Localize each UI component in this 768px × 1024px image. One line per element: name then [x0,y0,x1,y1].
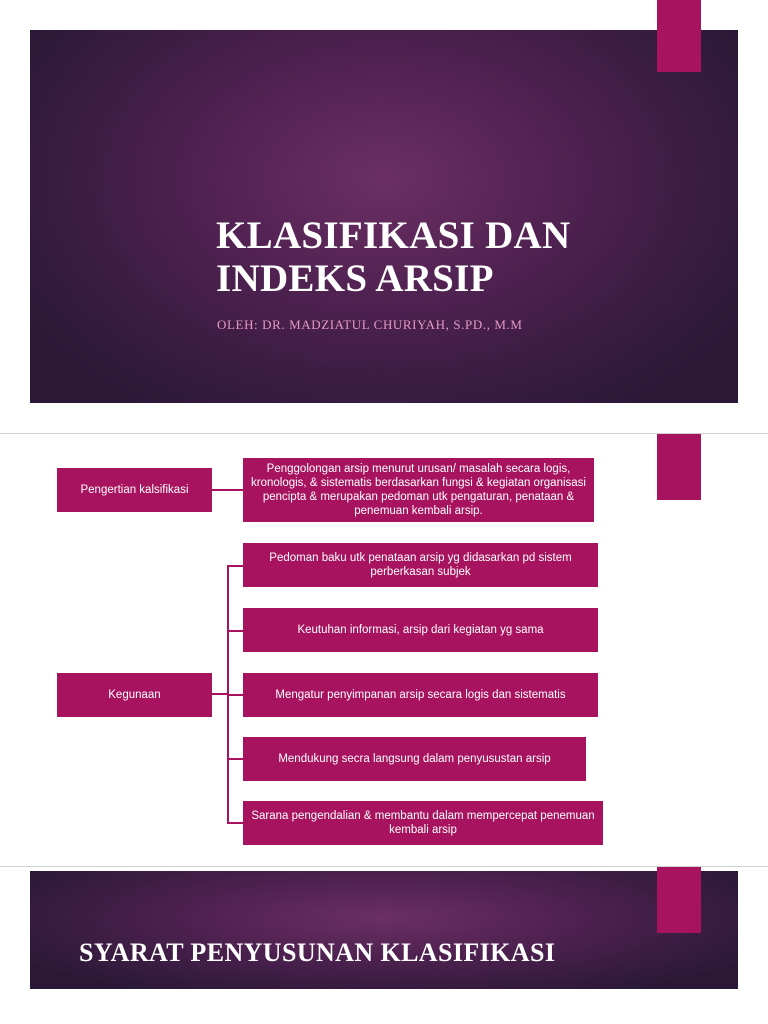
kegunaan-item-box [243,543,598,587]
accent-tab [657,867,701,933]
tree-branch-line [227,758,243,760]
kegunaan-item: Mendukung secra langsung dalam penyusustan arsip [278,753,551,765]
kegunaan-item: Sarana pengendalian & membantu dalam mempercepat penemuan kembali arsip [251,810,595,836]
pengertian-definition: Penggolongan arsip menurut urusan/ masalah secara logis, kronologis, & sistematis berdasarkan fungsi & kegiatan organisasi pencipta & merupakan pedoman utk pengaturan, penataan & penemuan kembali arsip. [251,463,586,517]
title-line-1: KLASIFIKASI DAN [216,214,571,257]
tree-branch-line [227,565,243,567]
title-line-2: INDEKS ARSIP [216,257,494,300]
slide-diagram [0,433,768,866]
page-title [216,214,696,300]
pengertian-label-box [57,468,212,512]
connector-line [212,489,243,491]
kegunaan-item-box [243,673,598,717]
kegunaan-label-box [57,673,212,717]
accent-tab [657,434,701,500]
slide-title [0,0,768,433]
slide-section-header [0,866,768,1024]
accent-tab [657,0,701,72]
tree-branch-line [227,630,243,632]
pengertian-definition-box [243,458,594,522]
kegunaan-item-box [243,801,603,845]
section-title: SYARAT PENYUSUNAN KLASIFIKASI [79,938,556,967]
kegunaan-item-box [243,737,586,781]
header-panel [30,871,738,989]
pengertian-label: Pengertian kalsifikasi [80,484,189,496]
author-subtitle: OLEH: DR. MADZIATUL CHURIYAH, S.PD., M.M [217,317,523,332]
kegunaan-item-box [243,608,598,652]
kegunaan-item: Keutuhan informasi, arsip dari kegiatan yg sama [297,624,544,636]
kegunaan-item: Pedoman baku utk penataan arsip yg didasarkan pd sistem perberkasan subjek [269,552,572,578]
tree-connector-main [212,693,228,695]
kegunaan-label: Kegunaan [108,689,161,701]
kegunaan-item: Mengatur penyimpanan arsip secara logis dan sistematis [275,689,566,701]
tree-branch-line [227,822,243,824]
tree-branch-line [227,694,243,696]
